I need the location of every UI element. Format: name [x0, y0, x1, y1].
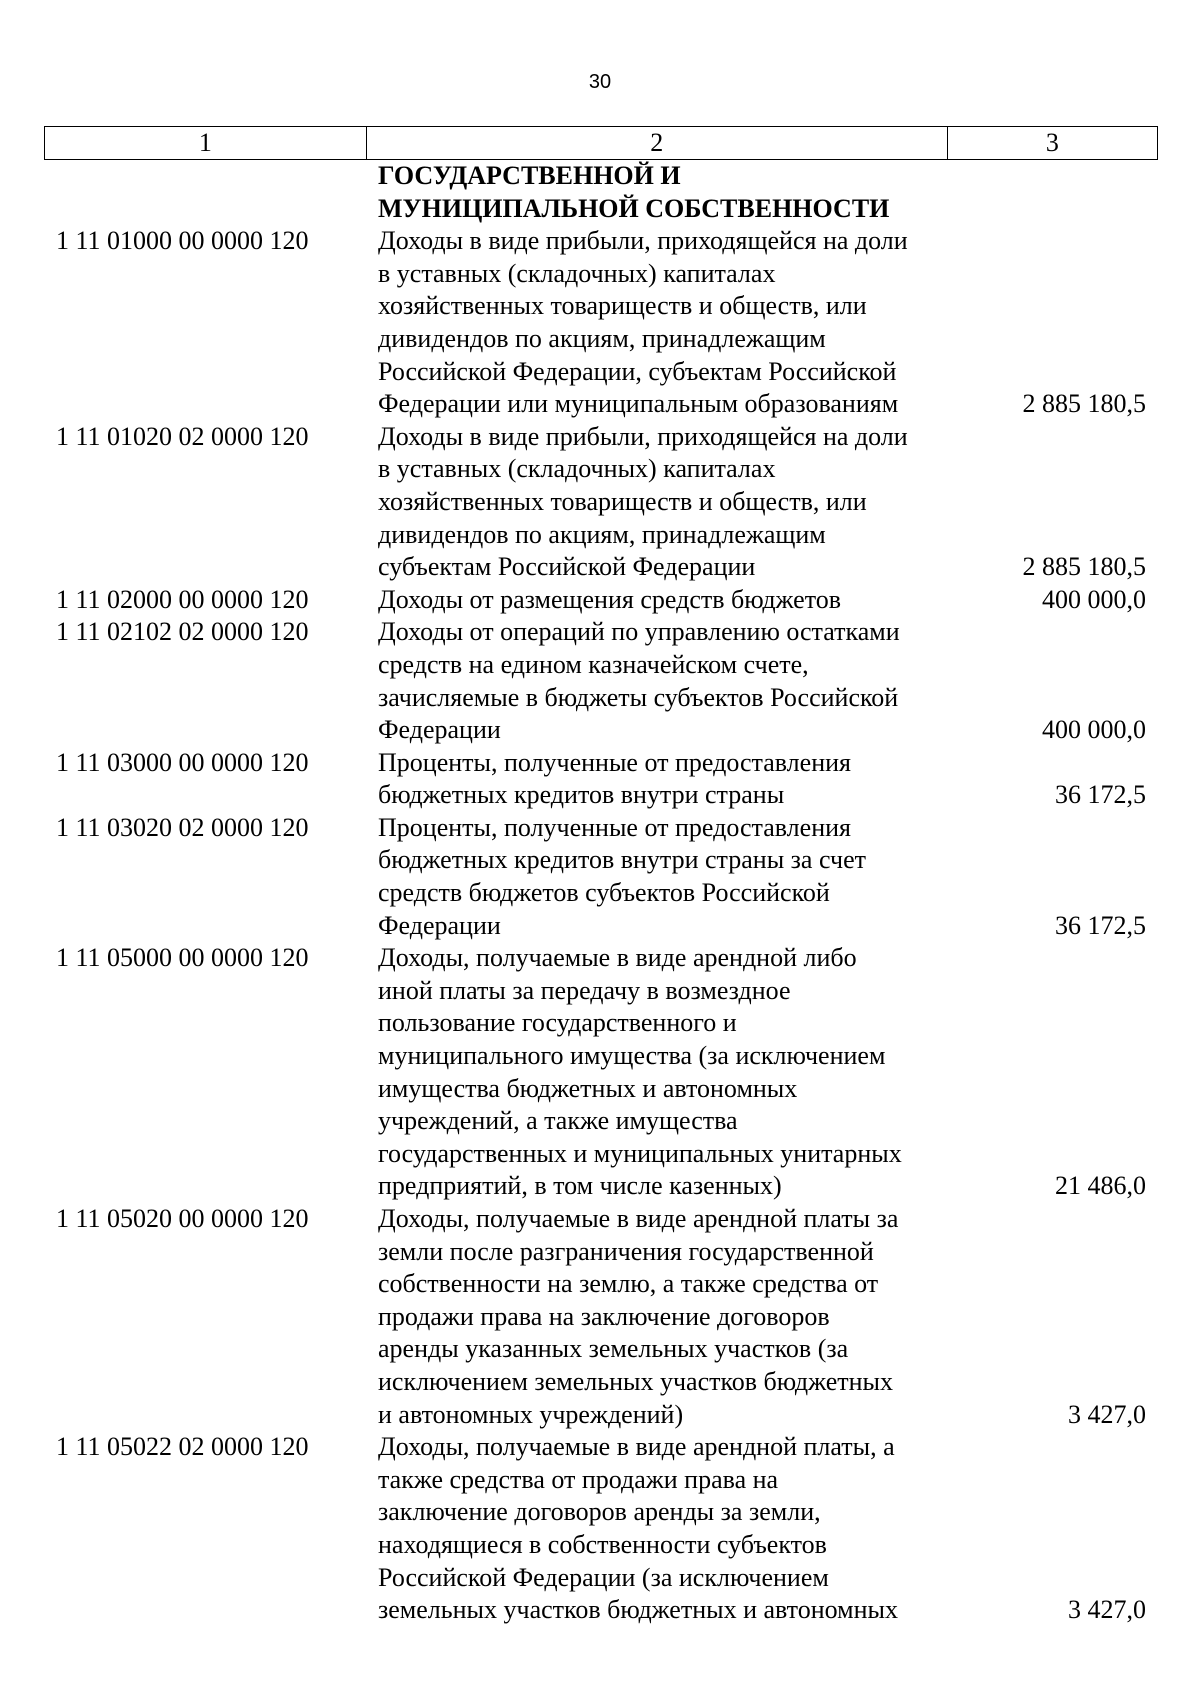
income-description: Доходы от операций по управлению остатками средств на едином казначейском счете, зачисляемые в бюджеты субъектов Российской Федерации [378, 617, 900, 745]
amount: 3 427,0 [1068, 1595, 1146, 1625]
table-column-header [44, 126, 1158, 160]
amount: 2 885 180,5 [1022, 552, 1146, 582]
budget-code: 1 11 01000 00 0000 120 [56, 226, 309, 256]
income-description: Доходы, получаемые в виде арендной либо иной платы за передачу в возмездное пользование государственного и муниципального имущества (за исключением имущества бюджетных и автономных учреждений, а также имущества государственных и муниципальных унитарных предприятий, в том числе казенных) [378, 943, 902, 1201]
budget-code: 1 11 05000 00 0000 120 [56, 943, 309, 973]
table-row [44, 421, 1158, 584]
table-row [44, 584, 1158, 617]
table-row [44, 812, 1158, 942]
income-description: Проценты, полученные от предоставления бюджетных кредитов внутри страны за счет средств бюджетов субъектов Российской Федерации [378, 812, 866, 940]
column-header-3: 3 [947, 127, 1157, 160]
amount: 21 486,0 [1055, 1171, 1146, 1201]
table-row [44, 1203, 1158, 1431]
budget-code: 1 11 05022 02 0000 120 [56, 1432, 309, 1462]
page-number: 30 [588, 71, 612, 93]
amount: 36 172,5 [1055, 910, 1146, 940]
table-row [44, 1431, 1158, 1627]
table-row [44, 225, 1158, 421]
budget-code: 1 11 01020 02 0000 120 [56, 421, 309, 451]
income-description: ГОСУДАРСТВЕННОЙ И МУНИЦИПАЛЬНОЙ СОБСТВЕННОСТИ [378, 161, 890, 223]
income-description: Доходы в виде прибыли, приходящейся на доли в уставных (складочных) капиталах хозяйственных товариществ и обществ, или дивидендов по акциям, принадлежащим субъектам Российской Федерации [378, 421, 908, 582]
budget-code: 1 11 05020 00 0000 120 [56, 1204, 309, 1233]
income-description: Проценты, полученные от предоставления бюджетных кредитов внутри страны [378, 747, 851, 810]
table-row [44, 616, 1158, 746]
budget-code: 1 11 03000 00 0000 120 [56, 747, 309, 777]
table-row [44, 747, 1158, 812]
table-row [44, 942, 1158, 1203]
column-header-2: 2 [366, 127, 947, 160]
column-header-1: 1 [45, 127, 367, 160]
income-description: Доходы, получаемые в виде арендной платы, а также средства от продажи права на заключение договоров аренды за земли, находящиеся в собственности субъектов Российской Федерации (за исключением земельных участков бюджетных и автономных [378, 1432, 898, 1625]
amount: 2 885 180,5 [1022, 389, 1146, 419]
income-description: Доходы от размещения средств бюджетов [378, 584, 842, 614]
amount: 36 172,5 [1055, 780, 1146, 810]
budget-code: 1 11 02000 00 0000 120 [56, 584, 309, 614]
amount: 3 427,0 [1068, 1399, 1146, 1429]
amount: 400 000,0 [1042, 715, 1146, 745]
budget-code: 1 11 02102 02 0000 120 [56, 617, 309, 647]
budget-code: 1 11 03020 02 0000 120 [56, 812, 309, 842]
income-description: Доходы, получаемые в виде арендной платы за земли после разграничения государственной собственности на землю, а также средства от продажи права на заключение договоров аренды указанных земельных участков (за исключением земельных участков бюджетных и автономных учреждений) [378, 1204, 899, 1429]
income-description: Доходы в виде прибыли, приходящейся на доли в уставных (складочных) капиталах хозяйственных товариществ и обществ, или дивидендов по акциям, принадлежащим Российской Федерации, субъектам Российской Федерации или муниципальным образованиям [378, 226, 908, 419]
amount: 400 000,0 [1042, 584, 1146, 614]
table-row [44, 160, 1158, 225]
table-body [44, 160, 1158, 1627]
